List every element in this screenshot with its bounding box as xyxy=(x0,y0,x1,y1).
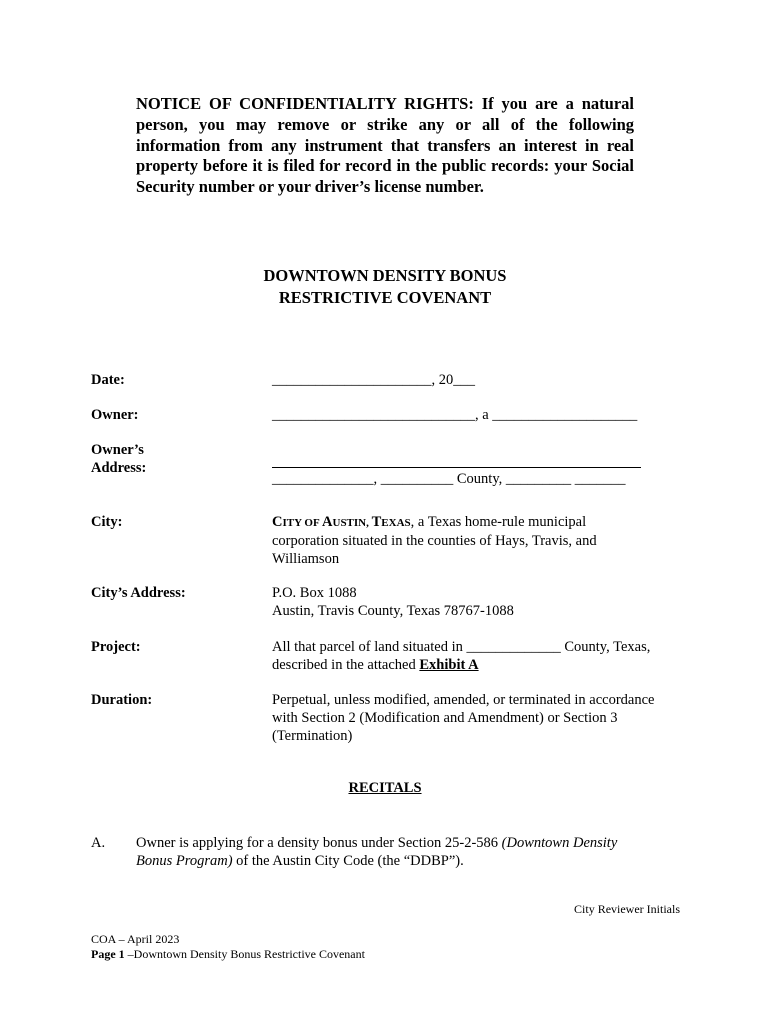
recital-text-before: Owner is applying for a density bonus under Section 25-2-586 xyxy=(136,835,502,851)
city-description: , a Texas home-rule municipal corporation situated in the counties of Hays, Travis, and Williamson xyxy=(272,514,597,567)
duration-value: Perpetual, unless modified, amended, or terminated in accordance with Section 2 (Modification and Amendment) or Section 3 (Termination) xyxy=(272,692,655,744)
city-name-part: EXAS xyxy=(381,517,411,529)
city-address-line1: P.O. Box 1088 xyxy=(272,585,357,601)
owner-address-line2: ______________, __________ County, _________ _______ xyxy=(272,471,626,487)
city-address-value xyxy=(272,584,682,620)
city-name-part: C xyxy=(272,514,283,530)
page-footer xyxy=(91,932,365,962)
confidentiality-notice: NOTICE OF CONFIDENTIALITY RIGHTS: If you are a natural person, you may remove or strike any or all of the following information from any instrument that transfers an interest in real property before it is filed for record in the public records: your Social Security number or your driver’s license number. xyxy=(136,94,634,197)
owner-address-label xyxy=(91,441,146,477)
project-value xyxy=(272,638,677,674)
footer-doc-title: –Downtown Density Bonus Restrictive Covenant xyxy=(124,947,365,961)
duration-label: Duration: xyxy=(91,692,153,708)
city-label: City: xyxy=(91,514,123,530)
city-address-line2: Austin, Travis County, Texas 78767-1088 xyxy=(272,603,514,619)
date-value: ______________________, 20___ xyxy=(272,372,475,388)
city-name-part: T xyxy=(371,514,382,530)
footer-revision: COA – April 2023 xyxy=(91,932,180,946)
recital-text xyxy=(136,834,656,870)
footer-page-number: Page 1 xyxy=(91,947,125,961)
city-name-part: ITY OF xyxy=(282,517,323,529)
project-label: Project: xyxy=(91,639,141,655)
recital-program-name: (Downtown Density Bonus Program) xyxy=(136,835,618,869)
owner-value: ____________________________, a ____________________ xyxy=(272,407,638,423)
recital-letter: A. xyxy=(91,835,106,851)
date-label: Date: xyxy=(91,372,125,388)
recital-text-after: of the Austin City Code (the “DDBP”). xyxy=(232,853,464,869)
city-value xyxy=(272,513,632,568)
owner-address-label-line1: Owner’s xyxy=(91,442,144,458)
owner-address-line xyxy=(272,467,641,468)
owner-address-value xyxy=(272,459,682,488)
city-address-label: City’s Address: xyxy=(91,585,186,601)
recitals-heading: RECITALS xyxy=(348,780,422,796)
document-title-line1: DOWNTOWN DENSITY BONUS xyxy=(263,266,507,285)
city-name-part: A xyxy=(322,514,333,530)
project-text: All that parcel of land situated in _____________ County, Texas, described in the attached xyxy=(272,639,651,673)
footer-page-line xyxy=(91,947,365,962)
owner-address-label-line2: Address: xyxy=(91,460,147,476)
exhibit-a-link: Exhibit A xyxy=(419,657,479,673)
city-name-part: USTIN, xyxy=(332,517,372,529)
owner-label: Owner: xyxy=(91,407,139,423)
city-reviewer-initials: City Reviewer Initials xyxy=(574,902,680,916)
document-title-line2: RESTRICTIVE COVENANT xyxy=(278,288,492,307)
